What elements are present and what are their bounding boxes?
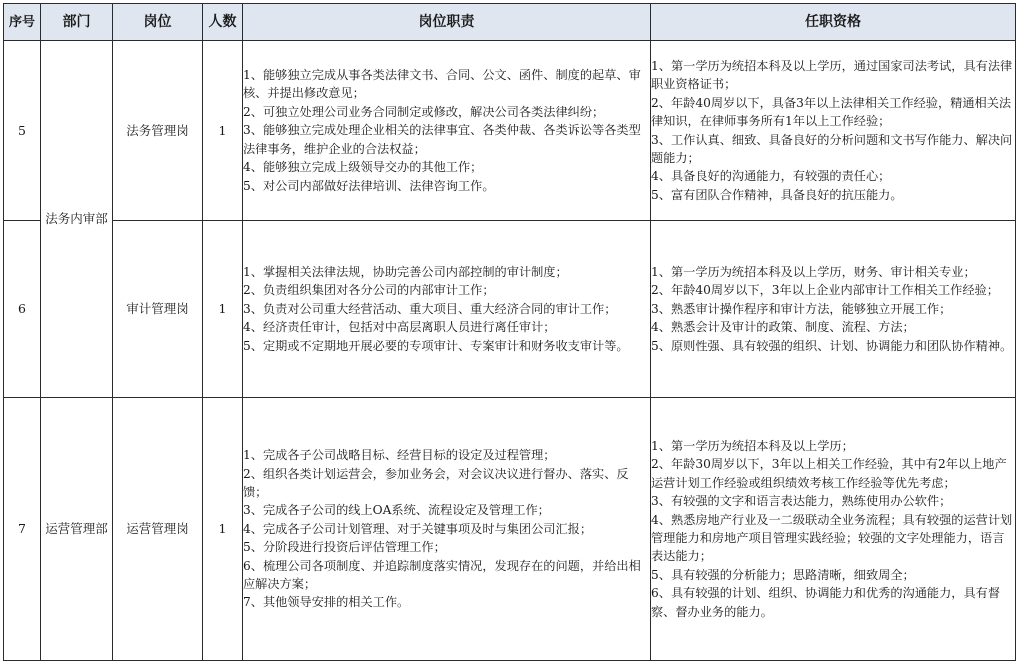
qualification-item: 4、熟悉房地产行业及一二级联动全业务流程；具有较强的运营计划管理能力和房地产项目管理实践经验；较强的文字处理能力，语言表达能力；: [651, 512, 1013, 564]
duty-item: 5、分阶段进行投资后评估管理工作；: [243, 540, 446, 555]
row-position: 法务管理岗: [113, 41, 203, 221]
duty-item: 6、梳理公司各项制度、并追踪制度落实情况，发现存在的问题，并给出相应解决方案；: [243, 558, 641, 592]
table-row: [4, 41, 1016, 221]
row-duties: [243, 398, 651, 661]
qualification-item: 1、第一学历为统招本科及以上学历，财务、审计相关专业；: [651, 264, 976, 279]
header-position: 岗位: [113, 4, 203, 41]
qualification-item: 6、具有较强的计划、组织、协调能力和优秀的沟通能力，具有督察、督办业务的能力。: [651, 586, 1001, 619]
qualification-item: 3、熟悉审计操作程序和审计方法，能够独立开展工作；: [651, 301, 952, 316]
row-position: 审计管理岗: [113, 221, 203, 398]
row-duties: [243, 41, 651, 221]
duty-item: 1、能够独立完成从事各类法律文书、合同、公文、函件、制度的起草、审核、并提出修改意见；: [243, 68, 641, 101]
qualification-item: 5、原则性强、具有较强的组织、计划、协调能力和团队协作精神。: [651, 338, 1013, 353]
duty-item: 2、可独立处理公司业务合同制定或修改，解决公司各类法律纠纷；: [243, 104, 605, 119]
qualification-item: 3、有较强的文字和语言表达能力，熟练使用办公软件；: [651, 494, 952, 509]
qualification-item: 3、工作认真、细致、具备良好的分析问题和文书写作能力、解决问题能力；: [651, 132, 1013, 165]
qualification-item: 5、具有较强的分析能力；思路清晰，细致周全；: [651, 567, 915, 582]
qualification-item: 4、熟悉会计及审计的政策、制度、流程、方法；: [651, 320, 915, 335]
row-duties: [243, 221, 651, 398]
row-count: 1: [203, 398, 243, 661]
row-qualifications: [651, 41, 1016, 221]
qualification-item: 1、第一学历为统招本科及以上学历，通过国家司法考试，具有法律职业资格证书；: [651, 58, 1013, 92]
row-department: 运营管理部: [41, 398, 113, 661]
duty-item: 1、掌握相关法律法规，协助完善公司内部控制的审计制度；: [243, 264, 568, 279]
row-department: 法务内审部: [41, 41, 113, 398]
duty-item: 3、能够独立完成处理企业相关的法律事宜、各类仲裁、各类诉讼等各类型法律事务，维护企业的合法权益；: [243, 123, 641, 156]
row-qualifications: [651, 398, 1016, 661]
row-seq: 6: [4, 221, 41, 398]
duty-item: 3、完成各子公司的线上OA系统、流程设定及管理工作；: [243, 503, 550, 518]
qualification-item: 2、年龄40周岁以下，具备3年以上法律相关工作经验，精通相关法律知识，在律师事务所有1年以上工作经验；: [651, 95, 1012, 129]
job-table: [3, 3, 1016, 661]
duty-item: 4、能够独立完成上级领导交办的其他工作；: [243, 160, 483, 175]
duty-item: 2、负责组织集团对各分公司的内部审计工作；: [243, 283, 495, 298]
qualification-item: 4、具备良好的沟通能力，有较强的责任心；: [651, 169, 891, 184]
qualification-item: 1、第一学历为统招本科及以上学历；: [651, 438, 854, 453]
header-count: 人数: [203, 4, 243, 41]
duty-item: 5、定期或不定期地开展必要的专项审计、专案审计和财务收支审计等。: [243, 338, 629, 353]
header-duties: 岗位职责: [243, 4, 651, 41]
qualification-item: 5、富有团队合作精神，具备良好的抗压能力。: [651, 187, 903, 202]
duty-item: 2、组织各类计划运营会，参加业务会，对会议决议进行督办、落实、反馈；: [243, 466, 629, 499]
duty-item: 3、负责对公司重大经营活动、重大项目、重大经济合同的审计工作；: [243, 301, 617, 316]
header-qualifications: 任职资格: [651, 4, 1016, 41]
header-department: 部门: [41, 4, 113, 41]
header-row: [4, 4, 1016, 41]
table-row: [4, 398, 1016, 661]
row-position: 运营管理岗: [113, 398, 203, 661]
header-seq: 序号: [4, 4, 41, 41]
row-count: 1: [203, 41, 243, 221]
qualification-item: 2、年龄30周岁以下，3年以上相关工作经验，其中有2年以上地产运营计划工作经验或组织绩效考核工作经验等优先考虑；: [651, 457, 1007, 490]
duty-item: 7、其他领导安排的相关工作。: [243, 595, 410, 610]
row-seq: 7: [4, 398, 41, 661]
row-count: 1: [203, 221, 243, 398]
row-qualifications: [651, 221, 1016, 398]
duty-item: 4、经济责任审计，包括对中高层离职人员进行离任审计；: [243, 320, 556, 335]
row-seq: 5: [4, 41, 41, 221]
table-row: [4, 221, 1016, 398]
duty-item: 5、对公司内部做好法律培训、法律咨询工作。: [243, 178, 495, 193]
duty-item: 4、完成各子公司计划管理、对于关键事项及时与集团公司汇报；: [243, 521, 593, 536]
qualification-item: 2、年龄40周岁以下，3年以上企业内部审计工作相关工作经验；: [651, 283, 999, 298]
duty-item: 1、完成各子公司战略目标、经营目标的设定及过程管理；: [243, 448, 556, 463]
